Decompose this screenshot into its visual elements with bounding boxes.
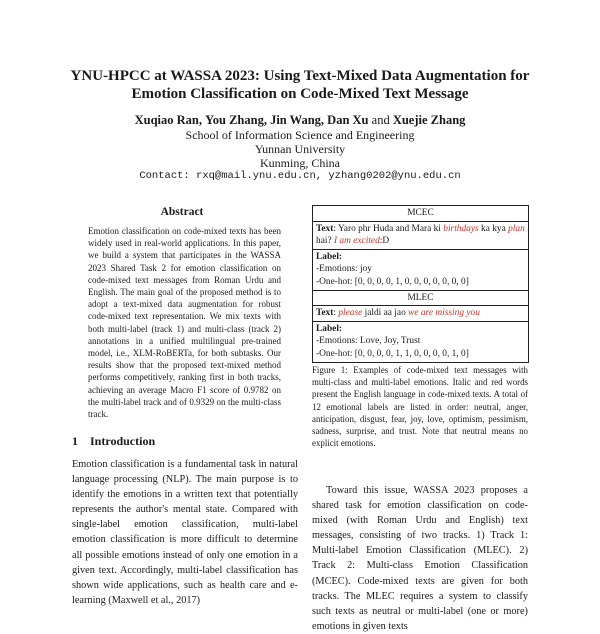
mcec-text-segment: :D — [379, 236, 390, 247]
author-list — [0, 113, 600, 128]
mcec-text-content — [316, 224, 525, 247]
author-1: Xuqiao Ran, — [134, 113, 202, 127]
right-column-paragraph: Toward this issue, WASSA 2023 proposes a shared task for emotion classification on code-mixed (with Roman Urdu and English) text messages, consisting of two tracks. 1) Track 1: Multi-label Emotion Classification (MLEC). 2) Track 2: Multi-class Emotion Classification (MCEC). Code-mixed texts are given for both tracks. The MLEC requires a system to classify such texts as neutral or multi-label (one or more) emotions in given texts — [312, 485, 528, 632]
affiliation-city: Kunming, China — [260, 156, 340, 170]
mcec-text-segment: hai? — [316, 236, 334, 247]
title-line-2: Emotion Classification on Code-Mixed Text Message — [131, 86, 469, 102]
mcec-emotions: -Emotions: joy — [316, 264, 372, 275]
mcec-text-segment: I am excited — [333, 236, 380, 247]
author-2: You Zhang, — [205, 113, 267, 127]
figure-1-caption: Figure 1: Examples of code-mixed text messages with multi-class and multi-label emotions. Italic and red words present the English language in code-mixed texts. A total of 12 emotional labels are listed in order: neutral, anger, anticipation, disgust, fear, joy, love, optimism, pessimism, sadness, surprise, and trust. Note that neutral means no explicit emotions. — [312, 365, 528, 449]
mcec-text-label: Text — [316, 223, 334, 234]
mcec-text-segment: : Yaro phr Huda and Mara ki — [333, 223, 444, 234]
figure-1-table — [312, 205, 529, 363]
author-5: Xuejie Zhang — [392, 113, 466, 127]
mlec-text-segment: please — [338, 308, 363, 319]
mlec-emotions: -Emotions: Love, Joy, Trust — [316, 336, 421, 347]
mlec-text-segment: jaldi aa jao — [362, 308, 409, 319]
mcec-text-segment: plan — [508, 223, 525, 234]
mlec-text-content — [333, 308, 480, 318]
title-line-1: YNU-HPCC at WASSA 2023: Using Text-Mixed Data Augmentation for — [70, 68, 530, 84]
mcec-header: MCEC — [313, 206, 529, 222]
author-3: Jin Wang, — [270, 113, 325, 127]
abstract-heading: Abstract — [160, 206, 204, 218]
paper-title — [0, 67, 600, 103]
section-number: 1 — [72, 434, 78, 448]
mlec-text-segment: : — [333, 308, 339, 319]
mcec-text-cell — [313, 221, 529, 249]
mlec-text-label: Text — [316, 308, 334, 319]
mlec-label-heading: Label: — [316, 323, 343, 334]
mcec-label-cell — [313, 249, 529, 290]
mlec-text-segment: we are missing you — [408, 308, 480, 319]
affiliation-university: Yunnan University — [254, 142, 346, 156]
mcec-text-segment: ka kya — [478, 223, 509, 234]
mcec-label-heading: Label: — [316, 251, 343, 262]
contact-emails: Contact: rxq@mail.ynu.edu.cn, yzhang0202@ynu.edu.cn — [139, 170, 461, 182]
author-and: and — [371, 113, 390, 127]
section-heading — [72, 434, 155, 449]
mlec-label-cell — [313, 321, 529, 362]
affiliation-school: School of Information Science and Engineering — [185, 128, 415, 142]
mlec-onehot: -One-hot: [0, 0, 0, 0, 1, 1, 0, 0, 0, 0, 1, 0] — [316, 348, 469, 359]
section-title: Introduction — [90, 434, 156, 448]
author-4: Dan Xu — [327, 113, 369, 127]
mcec-text-segment: birthdays — [443, 223, 479, 234]
mlec-text-cell — [313, 306, 529, 322]
mlec-header: MLEC — [313, 290, 529, 306]
introduction-text: Emotion classification is a fundamental task in natural language processing (NLP). The main purpose is to identify the emotions in a written text that potentially represents the author's mental state. Compared with single-label emotion classification, multi-label emotion classification is more difficult to determine all possible emotions instead of only one emotion in a given text. Accordingly, multi-label classification has shown wide applications, such as health care and e-learning (Maxwell et al., 2017) — [72, 459, 298, 606]
mcec-onehot: -One-hot: [0, 0, 0, 0, 1, 0, 0, 0, 0, 0, 0, 0] — [316, 276, 469, 287]
abstract-text: Emotion classification on code-mixed texts has been widely used in real-world applications. In this paper, we build a system that participates in the WASSA 2023 Shared Task 2 for emotion classification on code-mixed text messages from Roman Urdu and English. The main goal of the proposed method is to adopt a text-mixed data augmentation for robust code-mixed text representation. We mix texts with both multi-label (track 1) and multi-class (track 2) annotations in a unified multilingual pre-trained model, i.e., XLM-RoBERTa, for both subtasks. Our results show that the proposed text-mixed method performs competitively, ranking first in both tracks, achieving an average Macro F1 score of 0.9782 on the multi-label track and of 0.9329 on the multi-class track. — [88, 226, 281, 420]
